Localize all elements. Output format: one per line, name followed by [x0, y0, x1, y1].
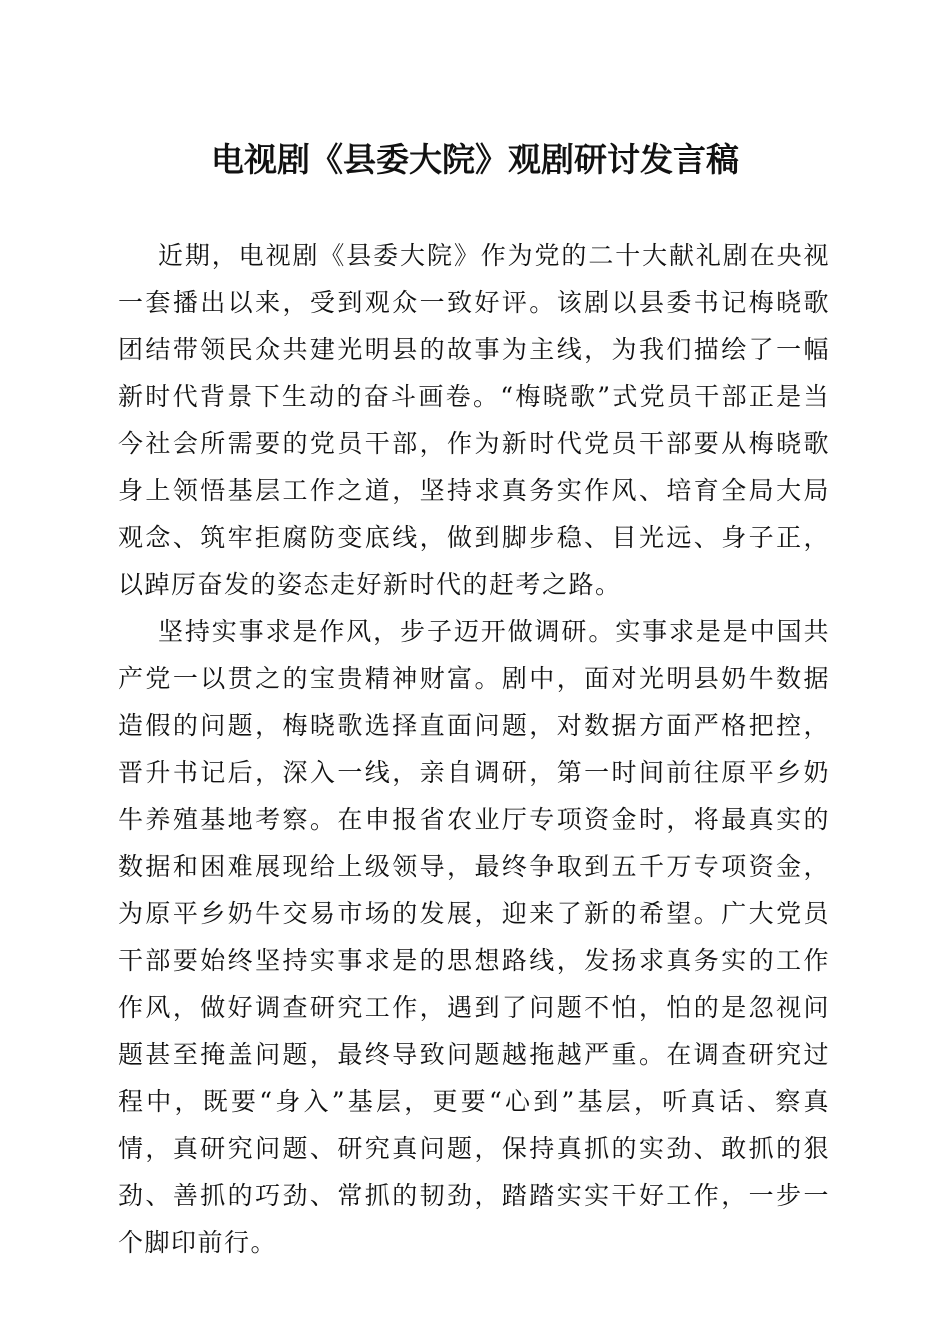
document-title: 电视剧《县委大院》观剧研讨发言稿	[211, 140, 739, 179]
document-body	[118, 232, 830, 1266]
paragraph-seek-truth: 坚持实事求是作风，步子迈开做调研。实事求是是中国共产党一以贯之的宝贵精神财富。剧中，面对光明县奶牛数据造假的问题，梅晓歌选择直面问题，对数据方面严格把控，晋升书记后，深入一线，亲自调研，第一时间前往原平乡奶牛养殖基地考察。在申报省农业厅专项资金时，将最真实的数据和困难展现给上级领导，最终争取到五千万专项资金，为原平乡奶牛交易市场的发展，迎来了新的希望。广大党员干部要始终坚持实事求是的思想路线，发扬求真务实的工作作风，做好调查研究工作，遇到了问题不怕，怕的是忽视问题甚至掩盖问题，最终导致问题越拖越严重。在调查研究过程中，既要“身入”基层，更要“心到”基层，听真话、察真情，真研究问题、研究真问题，保持真抓的实劲、敢抓的狠劲、善抓的巧劲、常抓的韧劲，踏踏实实干好工作，一步一个脚印前行。	[118, 617, 830, 1257]
paragraph-intro: 近期，电视剧《县委大院》作为党的二十大献礼剧在央视一套播出以来，受到观众一致好评。该剧以县委书记梅晓歌团结带领民众共建光明县的故事为主线，为我们描绘了一幅新时代背景下生动的奋斗画卷。“梅晓歌”式党员干部正是当今社会所需要的党员干部，作为新时代党员干部要从梅晓歌身上领悟基层工作之道，坚持求真务实作风、培育全局大局观念、筑牢拒腐防变底线，做到脚步稳、目光远、身子正，以踔厉奋发的姿态走好新时代的赶考之路。	[118, 241, 830, 599]
